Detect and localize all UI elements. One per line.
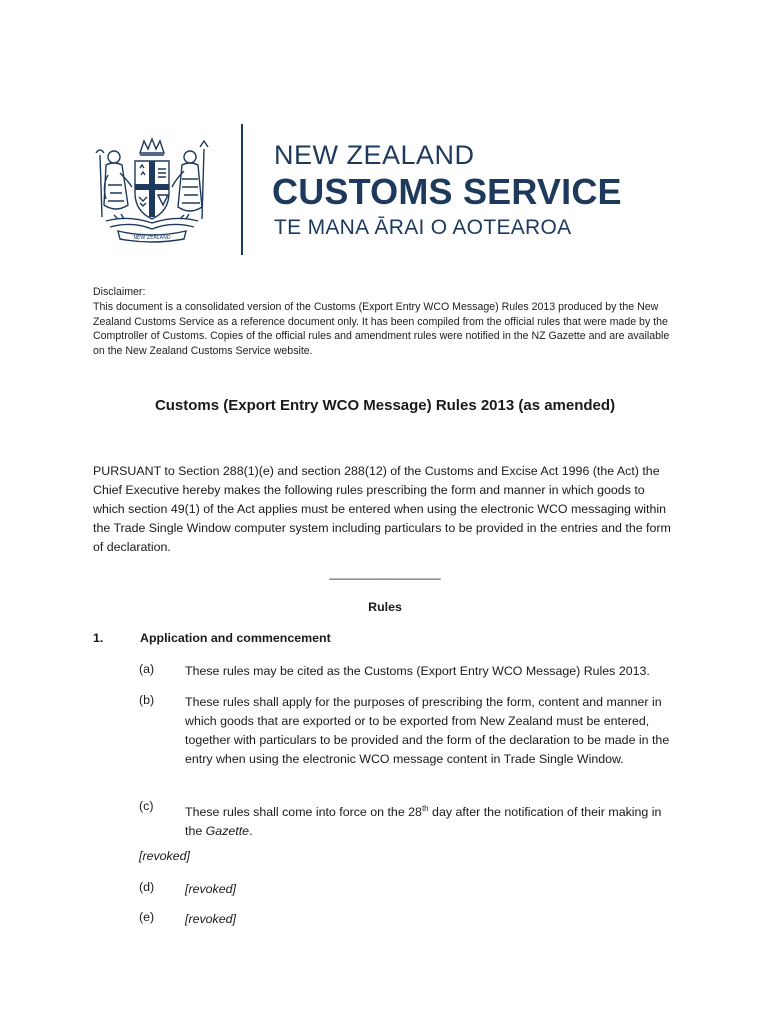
separator-line: ————————— bbox=[329, 571, 441, 585]
disclaimer-text: This document is a consolidated version of the Customs (Export Entry WCO Message) Rules 2013 produced by the New Zealand Customs Service as a reference document only. It has been compiled from the official rules that were made by the Comptroller of Customs. Copies of the official rules and amendment rules were notified in the NZ Gazette and are available on the New Zealand Customs Service website. bbox=[93, 300, 670, 358]
coat-of-arms-logo bbox=[88, 135, 216, 245]
logo-divider bbox=[241, 124, 243, 255]
item-label-a: (a) bbox=[139, 662, 155, 676]
item-text-e: [revoked] bbox=[185, 912, 236, 926]
svg-text:NEW ZEALAND: NEW ZEALAND bbox=[133, 235, 171, 241]
item-c-text-middle: day after the notification of their making in the bbox=[185, 805, 662, 839]
section-number: 1. bbox=[93, 631, 104, 645]
revoked-note: [revoked] bbox=[139, 849, 190, 863]
item-text-a: These rules may be cited as the Customs (Export Entry WCO Message) Rules 2013. bbox=[185, 664, 650, 678]
item-text-d: [revoked] bbox=[185, 882, 236, 896]
item-text-c bbox=[185, 799, 680, 841]
item-text-b: These rules shall apply for the purposes of prescribing the form, content and manner in which goods that are exported or to be exported from New Zealand must be entered, together with particulars to be provided and the form of the declaration to be made in the entry when using the electronic WCO message content in Trade Single Window. bbox=[185, 695, 670, 766]
rules-heading: Rules bbox=[368, 600, 402, 614]
item-c-text-after: . bbox=[249, 824, 253, 839]
disclaimer-label: Disclaimer: bbox=[93, 286, 146, 298]
item-c-text-before: These rules shall come into force on the 28 bbox=[185, 805, 422, 820]
item-label-d: (d) bbox=[139, 880, 155, 894]
gazette-reference: Gazette bbox=[205, 824, 250, 839]
item-c-superscript: th bbox=[421, 804, 429, 813]
section-title: Application and commencement bbox=[140, 631, 331, 645]
disclaimer-block bbox=[93, 285, 683, 359]
brand-new-zealand: NEW ZEALAND bbox=[274, 140, 475, 170]
document-title: Customs (Export Entry WCO Message) Rules 2013 (as amended) bbox=[154, 397, 616, 414]
item-label-c: (c) bbox=[139, 799, 154, 813]
brand-maori-name: TE MANA ĀRAI O AOTEAROA bbox=[274, 216, 572, 239]
item-label-b: (b) bbox=[139, 693, 155, 707]
item-label-e: (e) bbox=[139, 910, 155, 924]
preamble-paragraph: PURSUANT to Section 288(1)(e) and section 288(12) of the Customs and Excise Act 1996 (the Act) the Chief Executive hereby makes the following rules prescribing the form and manner in which goods to which section 49(1) of the Act applies must be entered when using the electronic WCO messaging within the Trade Single Window computer system including particulars to be provided in the entries and the form of declaration. bbox=[93, 464, 671, 554]
brand-customs-service: CUSTOMS SERVICE bbox=[272, 171, 622, 212]
